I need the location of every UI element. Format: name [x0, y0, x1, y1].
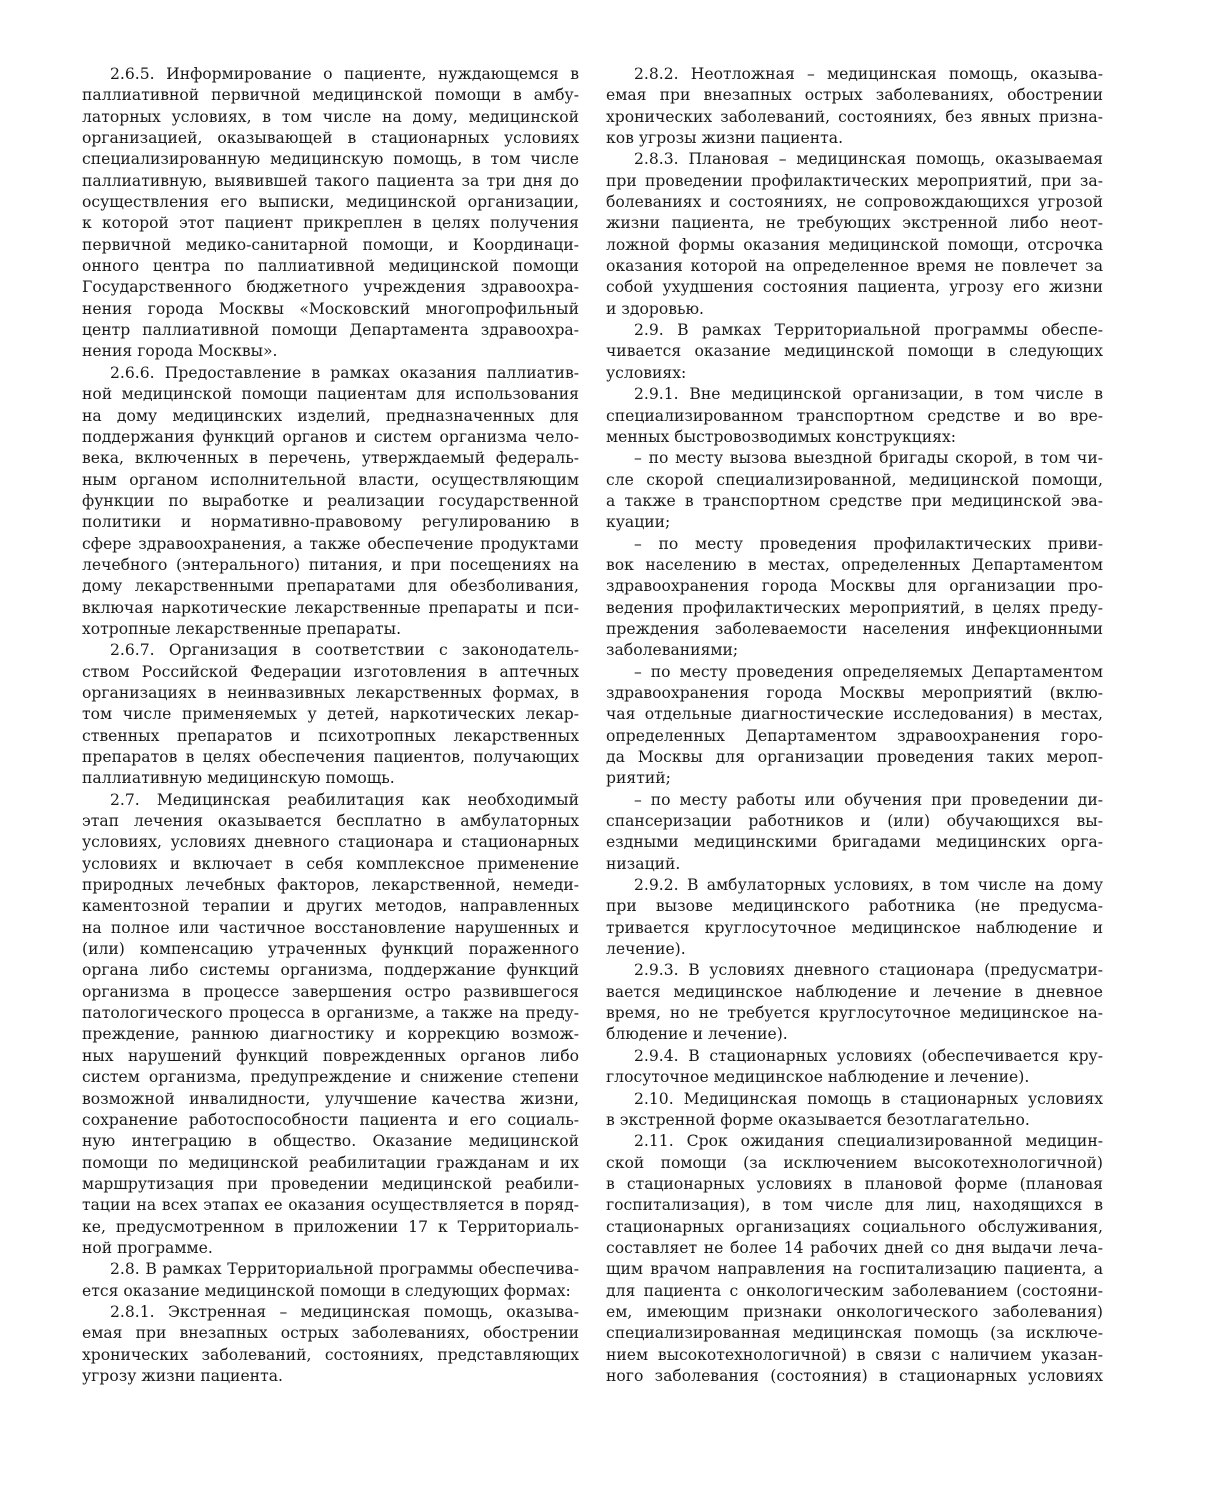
- text-line: природных лечебных факторов, лекарственной, немеди-: [82, 876, 579, 895]
- text-line: паллиативную медицинскую помощь.: [82, 769, 395, 788]
- text-line: этап лечения оказывается бесплатно в амбулаторных: [82, 812, 579, 831]
- text-line: куации;: [606, 513, 671, 532]
- text-line: чивается оказание медицинской помощи в следующих: [606, 342, 1103, 361]
- paragraph-2-8-1: [82, 1302, 579, 1387]
- text-line: вается медицинское наблюдение и лечение в дневное: [606, 982, 1103, 1001]
- text-line: паллиативной первичной медицинской помощи в амбу-: [82, 86, 579, 105]
- text-line: щим врачом направления на госпитализацию пациента, а: [606, 1260, 1103, 1279]
- text-line: политики и нормативно-правовому регулированию в: [82, 513, 579, 532]
- text-line: ке, предусмотренном в приложении 17 к Территориаль-: [82, 1217, 579, 1236]
- paragraph-2-9-2: [606, 875, 1103, 960]
- left-column: [82, 64, 579, 1387]
- text-line: 2.9. В рамках Территориальной программы обеспе-: [634, 321, 1103, 340]
- text-line: на полное или частичное восстановление нарушенных и: [82, 918, 579, 937]
- text-line: при вызове медицинского работника (не предусма-: [606, 897, 1103, 916]
- text-line: осуществления его выписки, медицинской организации,: [82, 193, 579, 212]
- text-line: ных нарушений функций поврежденных органов либо: [82, 1046, 579, 1065]
- text-line: условиях:: [606, 363, 687, 382]
- right-column: [606, 64, 1103, 1387]
- text-line: лечение).: [606, 940, 686, 959]
- text-line: 2.9.3. В условиях дневного стационара (предусматри-: [634, 961, 1103, 980]
- text-line: – по месту проведения профилактических приви-: [634, 534, 1103, 553]
- text-line: хронических заболеваний, состояниях, представляющих: [82, 1345, 579, 1364]
- text-line: ной медицинской помощи пациентам для использования: [82, 385, 579, 404]
- text-line: нения города Москвы».: [82, 342, 278, 361]
- paragraph-2-9-1-a: [606, 448, 1103, 533]
- text-line: сохранение работоспособности пациента и его социаль-: [82, 1110, 579, 1129]
- text-line: ведения профилактических мероприятий, в целях преду-: [606, 598, 1103, 617]
- text-line: помощи по медицинской реабилитации гражданам и их: [82, 1153, 579, 1172]
- text-line: включая наркотические лекарственные препараты и пси-: [82, 598, 579, 617]
- text-line: поддержания функций органов и систем организма чело-: [82, 427, 579, 446]
- text-line: ков угрозы жизни пациента.: [606, 129, 844, 148]
- text-line: на дому медицинских изделий, предназначенных для: [82, 406, 579, 425]
- text-line: организма в процессе завершения остро развившегося: [82, 982, 579, 1001]
- paragraph-2-6-7: [82, 640, 579, 789]
- paragraph-2-6-6: [82, 363, 579, 640]
- text-line: и здоровью.: [606, 299, 705, 318]
- text-line: ством Российской Федерации изготовления в аптечных: [82, 662, 579, 681]
- text-line: 2.6.7. Организация в соответствии с законодатель-: [110, 641, 579, 660]
- text-line: преждения заболеваемости населения инфекционными: [606, 619, 1103, 638]
- text-line: сле скорой специализированной, медицинской помощи,: [606, 470, 1103, 489]
- text-line: возможной инвалидности, улучшение качества жизни,: [82, 1089, 579, 1108]
- text-line: органа либо системы организма, поддержание функций: [82, 961, 579, 980]
- text-line: спансеризации работников и (или) обучающихся вы-: [606, 812, 1103, 831]
- text-line: блюдение и лечение).: [606, 1025, 788, 1044]
- text-line: тривается круглосуточное медицинское наблюдение и: [606, 918, 1103, 937]
- text-line: 2.8.3. Плановая – медицинская помощь, оказываемая: [634, 150, 1103, 169]
- text-line: том числе применяемых у детей, наркотических лекар-: [82, 705, 579, 724]
- text-line: ется оказание медицинской помощи в следующих формах:: [82, 1281, 571, 1300]
- text-line: хронических заболеваний, состояниях, без явных призна-: [606, 107, 1103, 126]
- paragraph-2-7: [82, 790, 579, 1260]
- text-line: время, но не требуется круглосуточное медицинское на-: [606, 1004, 1103, 1023]
- paragraph-2-9-3: [606, 960, 1103, 1045]
- text-line: ную интеграцию в общество. Оказание медицинской: [82, 1132, 579, 1151]
- text-line: 2.9.2. В амбулаторных условиях, в том числе на дому: [634, 876, 1103, 895]
- text-line: функции по выработке и реализации государственной: [82, 491, 579, 510]
- paragraph-2-9-1: [606, 384, 1103, 448]
- text-line: ного заболевания (состояния) в стационарных условиях: [606, 1366, 1103, 1385]
- paragraph-2-11: [606, 1131, 1103, 1387]
- text-line: 2.9.1. Вне медицинской организации, в том числе в: [634, 385, 1103, 404]
- text-line: ным органом исполнительной власти, осуществляющим: [82, 470, 579, 489]
- text-line: систем организма, предупреждение и снижение степени: [82, 1068, 579, 1087]
- text-line: 2.10. Медицинская помощь в стационарных условиях: [634, 1089, 1103, 1108]
- paragraph-2-9-1-c: [606, 662, 1103, 790]
- text-line: центр паллиативной помощи Департамента здравоохра-: [82, 321, 579, 340]
- text-line: лечебного (энтерального) питания, и при посещениях на: [82, 555, 579, 574]
- text-line: 2.6.5. Информирование о пациенте, нуждающемся в: [110, 65, 579, 83]
- paragraph-2-9-1-b: [606, 534, 1103, 662]
- text-line: ем, имеющим признаки онкологического заболевания): [606, 1302, 1103, 1321]
- text-line: паллиативную, выявившей такого пациента за три дня до: [82, 171, 579, 190]
- text-line: для пациента с онкологическим заболеванием (состояни-: [606, 1281, 1103, 1300]
- text-line: емая при внезапных острых заболеваниях, обострении: [606, 86, 1103, 105]
- text-line: ской помощи (за исключением высокотехнологичной): [606, 1153, 1103, 1172]
- text-line: специализированная медицинская помощь (за исключе-: [606, 1324, 1103, 1343]
- paragraph-2-8-3: [606, 149, 1103, 320]
- paragraph-2-6-5: [82, 64, 579, 363]
- text-line: ложной формы оказания медицинской помощи, отсрочка: [606, 235, 1103, 254]
- text-line: хотропные лекарственные препараты.: [82, 619, 402, 638]
- text-line: 2.8.2. Неотложная – медицинская помощь, оказыва-: [634, 65, 1103, 83]
- text-line: составляет не более 14 рабочих дней со дня выдачи леча-: [606, 1238, 1103, 1257]
- text-line: 2.8. В рамках Территориальной программы обеспечива-: [110, 1260, 579, 1279]
- text-line: онного центра по паллиативной медицинской помощи: [82, 257, 579, 276]
- text-line: в стационарных условиях в плановой форме (плановая: [606, 1174, 1103, 1193]
- text-line: каментозной терапии и других методов, направленных: [82, 897, 579, 916]
- text-line: условиях и включает в себя комплексное применение: [82, 854, 579, 873]
- text-line: патологического процесса в организме, а также на преду-: [82, 1004, 579, 1023]
- text-line: ездными медицинскими бригадами медицинских орга-: [606, 833, 1103, 852]
- text-line: сфере здравоохранения, а также обеспечение продуктами: [82, 534, 579, 553]
- text-line: ной программе.: [82, 1238, 213, 1257]
- text-line: в экстренной форме оказывается безотлагательно.: [606, 1110, 1030, 1129]
- text-line: организацией, оказывающей в стационарных условиях: [82, 129, 579, 148]
- text-line: да Москвы для организации проведения таких мероп-: [606, 748, 1103, 766]
- text-line: латорных условиях, в том числе на дому, медицинской: [82, 107, 579, 126]
- paragraph-2-9-4: [606, 1046, 1103, 1089]
- text-line: 2.8.1. Экстренная – медицинская помощь, оказыва-: [110, 1302, 579, 1321]
- paragraph-2-8: [82, 1259, 579, 1302]
- text-line: ственных препаратов и психотропных лекарственных: [82, 726, 579, 745]
- paragraph-2-10: [606, 1089, 1103, 1132]
- text-line: здравоохранения города Москвы мероприятий (вклю-: [606, 683, 1103, 702]
- text-line: тации на всех этапах ее оказания осуществляется в поряд-: [82, 1196, 579, 1215]
- text-line: 2.6.6. Предоставление в рамках оказания паллиатив-: [110, 363, 579, 382]
- text-line: маршрутизация при проведении медицинской реабили-: [82, 1174, 579, 1193]
- paragraph-2-9: [606, 320, 1103, 384]
- paragraph-2-9-1-d: [606, 790, 1103, 875]
- text-line: – по месту вызова выездной бригады скорой, в том чи-: [634, 449, 1103, 468]
- text-line: специализированном транспортном средстве и во вре-: [606, 406, 1103, 425]
- text-line: вок населению в местах, определенных Департаментом: [606, 555, 1103, 574]
- text-line: при проведении профилактических мероприятий, при за-: [606, 171, 1103, 190]
- text-line: а также в транспортном средстве при медицинской эва-: [606, 491, 1103, 510]
- text-line: (или) компенсацию утраченных функций пораженного: [82, 940, 579, 959]
- text-line: стационарных организациях социального обслуживания,: [606, 1217, 1103, 1236]
- text-line: определенных Департаментом здравоохранения горо-: [606, 726, 1103, 745]
- text-line: жизни пациента, не требующих экстренной либо неот-: [606, 214, 1103, 233]
- text-line: – по месту проведения определяемых Департаментом: [634, 662, 1103, 681]
- text-line: первичной медико-санитарной помощи, и Координаци-: [82, 235, 579, 254]
- text-line: специализированную медицинскую помощь, в том числе: [82, 150, 579, 169]
- text-line: чая отдельные диагностические исследования) в местах,: [606, 705, 1103, 724]
- text-line: преждение, раннюю диагностику и коррекцию возмож-: [82, 1025, 579, 1044]
- text-line: низаций.: [606, 854, 681, 873]
- paragraph-2-8-2: [606, 64, 1103, 149]
- text-line: заболеваниями;: [606, 641, 739, 660]
- text-line: менных быстровозводимых конструкциях:: [606, 427, 957, 446]
- text-line: нием высокотехнологичной) в связи с наличием указан-: [606, 1345, 1103, 1364]
- text-line: Государственного бюджетного учреждения здравоохра-: [82, 278, 579, 297]
- text-line: 2.7. Медицинская реабилитация как необходимый: [110, 790, 579, 809]
- text-line: препаратов в целях обеспечения пациентов, получающих: [82, 748, 579, 766]
- text-line: 2.11. Срок ожидания специализированной медицин-: [634, 1132, 1103, 1151]
- text-line: риятий;: [606, 769, 671, 788]
- text-line: дому лекарственными препаратами для обезболивания,: [82, 577, 579, 596]
- text-line: оказания которой на определенное время не повлечет за: [606, 257, 1103, 276]
- text-line: емая при внезапных острых заболеваниях, обострении: [82, 1324, 579, 1343]
- text-line: организациях в неинвазивных лекарственных формах, в: [82, 683, 579, 702]
- text-line: – по месту работы или обучения при проведении ди-: [634, 790, 1103, 809]
- text-line: госпитализация), в том числе для лиц, находящихся в: [606, 1196, 1103, 1215]
- text-line: века, включенных в перечень, утверждаемый федераль-: [82, 449, 579, 468]
- text-line: здравоохранения города Москвы для организации про-: [606, 577, 1103, 596]
- text-line: собой ухудшения состояния пациента, угрозу его жизни: [606, 278, 1103, 297]
- text-line: угрозу жизни пациента.: [82, 1366, 283, 1385]
- text-line: к которой этот пациент прикреплен в целях получения: [82, 214, 579, 233]
- text-line: нения города Москвы «Московский многопрофильный: [82, 299, 579, 318]
- text-line: 2.9.4. В стационарных условиях (обеспечивается кру-: [634, 1046, 1103, 1065]
- text-line: болеваниях и состояниях, не сопровождающихся угрозой: [606, 193, 1103, 212]
- text-line: глосуточное медицинское наблюдение и лечение).: [606, 1068, 1030, 1087]
- text-line: условиях, условиях дневного стационара и стационарных: [82, 833, 579, 852]
